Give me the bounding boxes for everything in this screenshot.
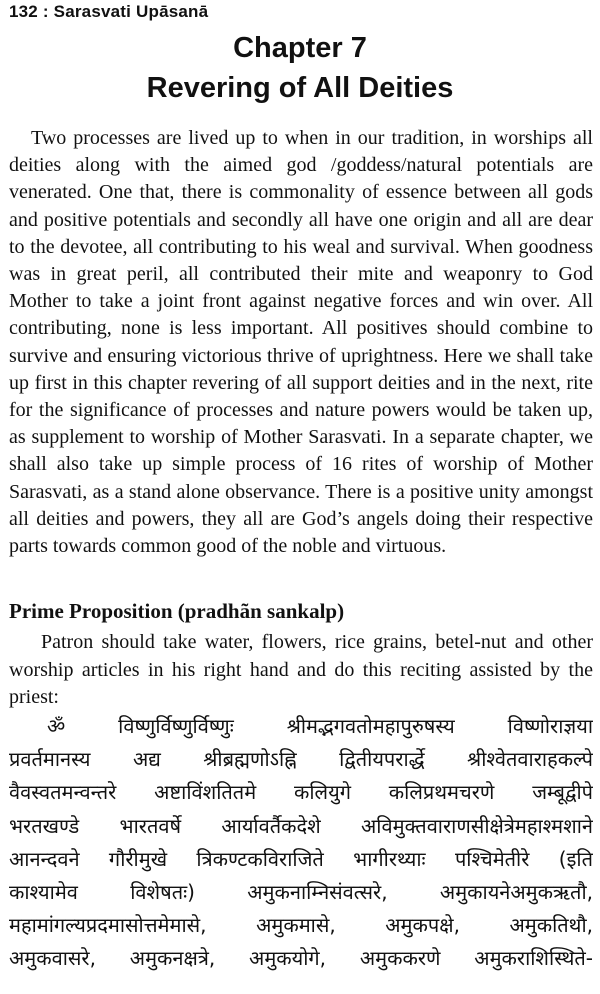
sanskrit-line: अमुकवासरे, अमुकनक्षत्रे, अमुकयोगे, अमुककरणे अमुकराशिस्थिते- — [9, 946, 593, 971]
sanskrit-line: ॐ विष्णुर्विष्णुर्विष्णुः श्रीमद्भगवतोमहापुरुषस्य विष्णोराज्ञया — [47, 714, 593, 738]
running-head: 132 : Sarasvati Upāsanā — [9, 2, 209, 21]
sanskrit-line: प्रवर्तमानस्य अद्य श्रीब्रह्मणोऽह्नि द्वितीयपरार्द्धे श्रीश्वेतवाराहकल्पे — [9, 747, 593, 772]
intro-section — [9, 125, 593, 560]
sanskrit-line: भरतखण्डे भारतवर्षे आर्यावर्तैकदेशे अविमुक्तवाराणसीक्षेत्रेमहाश्मशाने — [9, 813, 593, 838]
instruction-paragraph: Patron should take water, flowers, rice grains, betel-nut and other worship articles in his right hand and do this reciting assisted by the priest: — [9, 631, 593, 708]
sanskrit-mantra — [9, 710, 593, 976]
chapter-title: Revering of All Deities — [146, 72, 454, 104]
section-heading: Prime Proposition (pradhãn sankalp) — [9, 599, 345, 623]
instruction-section — [9, 629, 593, 712]
sanskrit-line: महामांगल्यप्रदमासोत्तमेमासे, अमुकमासे, अमुकपक्षे, अमुकतिथौ, — [9, 913, 593, 938]
sanskrit-line: आनन्दवने गौरीमुखे त्रिकण्टकविराजिते भागीरथ्याः पश्चिमेतीरे (इति — [9, 846, 593, 871]
chapter-number: Chapter 7 — [233, 32, 367, 64]
sanskrit-line: वैवस्वतमन्वन्तरे अष्टाविंशतितमे कलियुगे कलिप्रथमचरणे जम्बूद्वीपे — [9, 780, 593, 805]
intro-paragraph: Two processes are lived up to when in our tradition, in worships all deities along with the aimed god /goddess/natural potentials are venerated. One that, there is commonality of essence between all gods and positive potentials and secondly all have one origin and all are dear to the devotee, all contributing to his weal and survival. When goodness was in great peril, all contributed their mite and weaponry to God Mother to take a joint front against negative forces and win over. All contributing, none is less important. All positives should combine to survive and ensuring victorious thrive of uprightness. Here we shall take up first in this chapter revering of all support deities and in the next, rite for the significance of processes and nature powers would be taken up, as supplement to worship of Mother Sarasvati. In a separate chapter, we shall also take up simple process of 16 rites of worship of Mother Sarasvati, as a stand alone observance. There is a positive unity amongst all deities and powers, they all are God’s angels doing their respective parts towards common good of the noble and virtuous. — [9, 127, 593, 558]
sanskrit-line: काश्यामेव विशेषतः) अमुकनाम्निसंवत्सरे, अमुकायनेअमुकऋतौ, — [9, 879, 593, 904]
